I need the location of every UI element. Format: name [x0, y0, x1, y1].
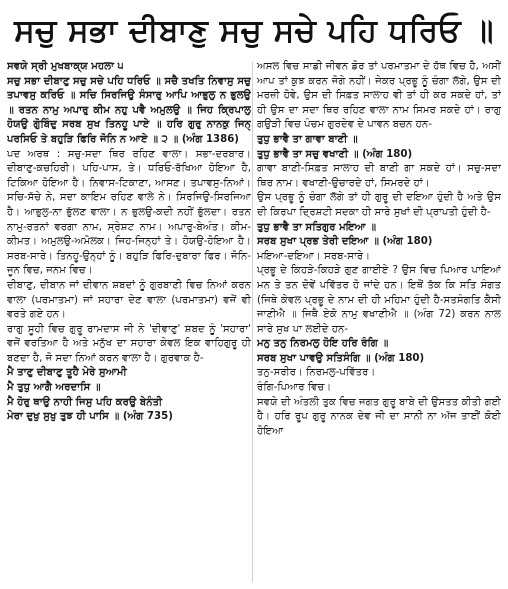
scripture-quote [257, 133, 501, 162]
scripture-quote: ਸਚੁ ਸਭਾ ਦੀਬਾਣੁ ਸਚੁ ਸਚੇ ਪਹਿ ਧਰਿਓ ॥ ਸਚੈ ਤਖਤਿ ਨਿਵਾਸੁ ਸਚੁ ਤਪਾਵਸੁ ਕਰਿਓ ॥ ਸਚਿ ਸਿਰਜਿਉ ਸੰਸਾਰੁ ਆਪਿ ਆਭੁਲੁ ਨ ਭੁਲਉ ॥ ਰਤਨ ਨਾਮੁ ਅਪਾਰੁ ਕੀਮ ਨਹੁ ਪਵੈ ਅਮੁਲਉ ॥ ਜਿਹ ਕ੍ਰਿਪਾਲੁ ਹੋਯਉ ਗੋੁਬਿੰਦੁ ਸਰਬ ਸੁਖ ਤਿਨਹੂ ਪਾਏ ॥ ਹਰਿ ਗੁਰੁ ਨਾਨਕੁ ਜਿਨੑ ਪਰਸਿਓ ਤੇ ਬਹੁੜਿ ਫਿਰਿ ਜੋਨਿ ਨ ਆਏ ॥ ੨ ॥ (ਅੰਗ 1386) [7, 75, 251, 145]
scripture-quote: ਸਵਯੇ ਸ੍ਰੀ ਮੁਖਬਾਕ੍ਯ ਮਹਲਾ ੫ [7, 61, 124, 72]
scripture-quote [7, 366, 251, 424]
text-line: ਰੰਗਿ-ਪਿਆਰ ਵਿਚ। [257, 382, 332, 394]
right-column [257, 60, 501, 585]
text-line: ਤੁਧੁ ਭਾਵੈ ਤਾ ਗਾਵਾ ਬਾਣੀ ॥ [257, 133, 358, 145]
body-paragraph: ਸਵਯੇ ਦੀ ਅੰਤਲੀ ਤੁਕ ਵਿਚ ਜਗਤ ਗੁਰੂ ਬਾਬੇ ਦੀ ਉਸਤਤ ਕੀਤੀ ਗਈ ਹੈ। ਹਰਿ ਰੂਪ ਗੁਰੂ ਨਾਨਕ ਦੇਵ ਜੀ ਦਾ ਸਾਨੀ ਨਾ ਅੱਜ ਤਾਈਂ ਕੋਈ ਹੋਇਆ [257, 396, 501, 437]
text-line: ਤੁਧੁ ਭਾਵੈ ਤਾ ਸਤਿਗੁਰ ਮਇਆ ॥ [257, 221, 377, 233]
scripture-quote [257, 221, 501, 250]
text-line: ਤਨੁ-ਸਰੀਰ। ਨਿਰਮਲੁ-ਪਵਿੱਤਰ। [257, 367, 376, 379]
body-paragraph: ਅਸਲ ਵਿਚ ਸਾਡੀ ਜੀਵਨ ਡੋਰ ਤਾਂ ਪਰਮਾਤਮਾ ਦੇ ਹੱਥ ਵਿਚ ਹੈ, ਅਸੀਂ ਆਪ ਤਾਂ ਕੁਝ ਕਰਨ ਜੋਗੇ ਨਹੀਂ। ਜੇਕਰ ਪ੍ਰਭੂ ਨੂੰ ਚੰਗਾ ਲੱਗੇ, ਉਸ ਦੀ ਮਰਜ਼ੀ ਹੋਵੇ, ਉਸ ਦੀ ਸਿਫ਼ਤ ਸਾਲਾਹ ਵੀ ਤਾਂ ਹੀ ਕਰ ਸਕਦੇ ਹਾਂ, ਤਾਂ ਹੀ ਉਸ ਦਾ ਸਦਾ ਥਿਰ ਰਹਿਣ ਵਾਲਾ ਨਾਮ ਸਿਮਰ ਸਕਦੇ ਹਾਂ। ਰਾਗੁ ਗਉੜੀ ਵਿਚ ਪੰਚਮ ਗੁਰਦੇਵ ਦੇ ਪਾਵਨ ਬਚਨ ਹਨ- [257, 61, 501, 131]
body-paragraph: ਦੀਬਾਣੁ, ਦੀਬਾਨ ਜਾਂ ਦੀਵਾਨ ਸ਼ਬਦਾਂ ਨੂੰ ਗੁਰਬਾਣੀ ਵਿਚ ਨਿਆਂ ਕਰਨ ਵਾਲਾ (ਪਰਮਾਤਮਾ) ਜਾਂ ਸਹਾਰਾ ਦੇਣ ਵਾਲਾ (ਪਰਮਾਤਮਾ) ਵਜੋਂ ਵੀ ਵਰਤੇ ਗਏ ਹਨ। [7, 279, 251, 321]
text-line: ਸਰਬ ਸੁਖਾ ਪਾਵਉ ਸਤਿਸੰਗਿ ॥ (ਅੰਗ 180) [257, 352, 425, 364]
text-line: ਮੈ ਤੁਧੁ ਆਗੈ ਅਰਦਾਸਿ ॥ [7, 382, 101, 394]
body-paragraph: ਮਇਆ-ਦਇਆ। ਸਰਬ-ਸਾਰੇ। [257, 250, 371, 262]
body-paragraph: ਪਦ ਅਰਥ : ਸਚੁ-ਸਦਾ ਥਿਰ ਰਹਿਣ ਵਾਲਾ। ਸਭਾ-ਦਰਬਾਰ। ਦੀਬਾਣੁ-ਕਚਹਿਰੀ। ਪਹਿ-ਪਾਸ, ਤੇ। ਧਰਿਓ-ਰੱਖਿਆ ਹੋਇਆ ਹੈ, ਟਿਕਿਆ ਹੋਇਆ ਹੈ। ਨਿਵਾਸ-ਟਿਕਾਣਾ, ਆਸਣ। ਤਪਾਵਸੁ-ਨਿਆਂ। ਸਚਿ-ਸੱਚੇ ਨੇ, ਸਦਾ ਕਾਇਮ ਰਹਿਣ ਵਾਲੇ ਨੇ। ਸਿਰਜਿਉ-ਸਿਰਜਿਆ ਹੈ। ਆਭੁਲੁ-ਨਾ ਭੁੱਲਣ ਵਾਲਾ। ਨ ਭੁਲਉ-ਕਦੀ ਨਹੀਂ ਭੁੱਲਦਾ। ਰਤਨ ਨਾਮੁ-ਰਤਨਾਂ ਵਰਗਾ ਨਾਮ, ਸ੍ਰੇਸ਼ਟ ਨਾਮ। ਅਪਾਰੁ-ਬੇਅੰਤ। ਕੀਮ-ਕੀਮਤ। ਅਮੁਲਉ-ਅਮੋਲਕ। ਜਿਹ-ਜਿਨ੍ਹਾਂ ਤੇ। ਹੋਯਉ-ਹੋਇਆ ਹੈ। ਸਰਬ-ਸਾਰੇ। ਤਿਨਹੂ-ਉਨ੍ਹਾਂ ਨੂੰ। ਬਹੁੜਿ ਫਿਰਿ-ਦੁਬਾਰਾ ਫਿਰ। ਜੋਨਿ-ਜੂਨ ਵਿਚ, ਜਨਮ ਵਿਚ। [7, 148, 251, 277]
text-line: ਮਨੁ ਤਨੁ ਨਿਰਮਲੁ ਹੋਇ ਹਰਿ ਰੰਗਿ ॥ [257, 338, 389, 350]
body-paragraph [257, 366, 501, 395]
text-line: ਸਰਬ ਸੁਖਾ ਪ੍ਰਭ ਤੇਰੀ ਦਇਆ ॥ (ਅੰਗ 180) [257, 236, 433, 248]
column-divider [252, 62, 253, 582]
body-paragraph: ਰਾਗੁ ਸੂਹੀ ਵਿਚ ਗੁਰੂ ਰਾਮਦਾਸ ਜੀ ਨੇ 'ਦੀਵਾਣੁ' ਸ਼ਬਦ ਨੂੰ 'ਸਹਾਰਾ' ਵਜੋਂ ਵਰਤਿਆ ਹੈ ਅਤੇ ਮਨੁੱਖ ਦਾ ਸਹਾਰਾ ਕੇਵਲ ਇਕ ਵਾਹਿਗੁਰੂ ਹੀ ਬਣਦਾ ਹੈ, ਜੋ ਸਦਾ ਨਿਆਂ ਕਰਨ ਵਾਲਾ ਹੈ। ਗੁਰਵਾਕ ਹੈ- [7, 323, 251, 364]
left-column [7, 60, 251, 585]
text-line: ਮੈ ਤਾਣੁ ਦੀਬਾਣੁ ਤੂਹੈ ਮੇਰੇ ਸੁਆਮੀ [7, 367, 127, 379]
text-line: ਮੈ ਹੋਰੁ ਥਾਉ ਨਾਹੀ ਜਿਸੁ ਪਹਿ ਕਰਉ ਬੇਨੰਤੀ [7, 396, 163, 408]
body-paragraph: ਪ੍ਰਭੂ ਦੇ ਕਿਹੜੇ-ਕਿਹੜੇ ਗੁਣ ਗਾਈਏ ? ਉਸ ਵਿਚ ਪਿਆਰ ਪਾਇਆਂ ਮਨ ਤੇ ਤਨ ਦੋਵੇਂ ਪਵਿੱਤਰ ਹੋ ਜਾਂਦੇ ਹਨ। ਇਥੋਂ ਤੱਕ ਕਿ ਸਤਿ ਸੰਗਤ (ਜਿਥੇ ਕੇਵਲ ਪ੍ਰਭੂ ਦੇ ਨਾਮ ਦੀ ਹੀ ਮਹਿਮਾ ਹੁੰਦੀ ਹੈ-ਸਤਸੰਗਤਿ ਕੈਸੀ ਜਾਣੀਐ ॥ ਜਿਥੈ ਏਕੋ ਨਾਮੁ ਵਖਾਣੀਐ ॥ (ਅੰਗ 72) ਕਰਨ ਨਾਲ ਸਾਰੇ ਸੁਖ ਪਾ ਲਈਦੇ ਹਨ- [257, 265, 501, 335]
body-paragraph: ਉਸ ਪ੍ਰਭੂ ਨੂੰ ਚੰਗਾ ਲੱਗੇ ਤਾਂ ਹੀ ਗੁਰੂ ਦੀ ਦਇਆ ਹੁੰਦੀ ਹੈ ਅਤੇ ਉਸ ਦੀ ਕਿਰਪਾ ਦ੍ਰਿਸ਼ਟੀ ਸਦਕਾ ਹੀ ਸਾਰੇ ਸੁਖਾਂ ਦੀ ਪ੍ਰਾਪਤੀ ਹੁੰਦੀ ਹੈ- [257, 192, 501, 218]
scripture-quote [257, 337, 501, 366]
body-paragraph: ਗਾਵਾ ਬਾਣੀ-ਸਿਫ਼ਤ ਸਾਲਾਹ ਦੀ ਬਾਣੀ ਗਾ ਸਕਦੇ ਹਾਂ। ਸਚੁ-ਸਦਾ ਥਿਰ ਨਾਮ। ਵਖਾਣੀ-ਉਚਾਰਦੇ ਹਾਂ, ਸਿਮਰਦੇ ਹਾਂ। [257, 163, 501, 189]
page-headline: ਸਚੁ ਸਭਾ ਦੀਬਾਣੁ ਸਚੁ ਸਚੇ ਪਹਿ ਧਰਿਓ ॥ [14, 13, 494, 49]
text-line: ਤੁਧੁ ਭਾਵੈ ਤਾ ਸਚੁ ਵਖਾਣੀ ॥ (ਅੰਗ 180) [257, 148, 413, 160]
text-line: ਮੇਰਾ ਦੁਖੁ ਸੁਖੁ ਤੁਝ ਹੀ ਪਾਸਿ ॥ (ਅੰਗ 735) [7, 411, 173, 423]
